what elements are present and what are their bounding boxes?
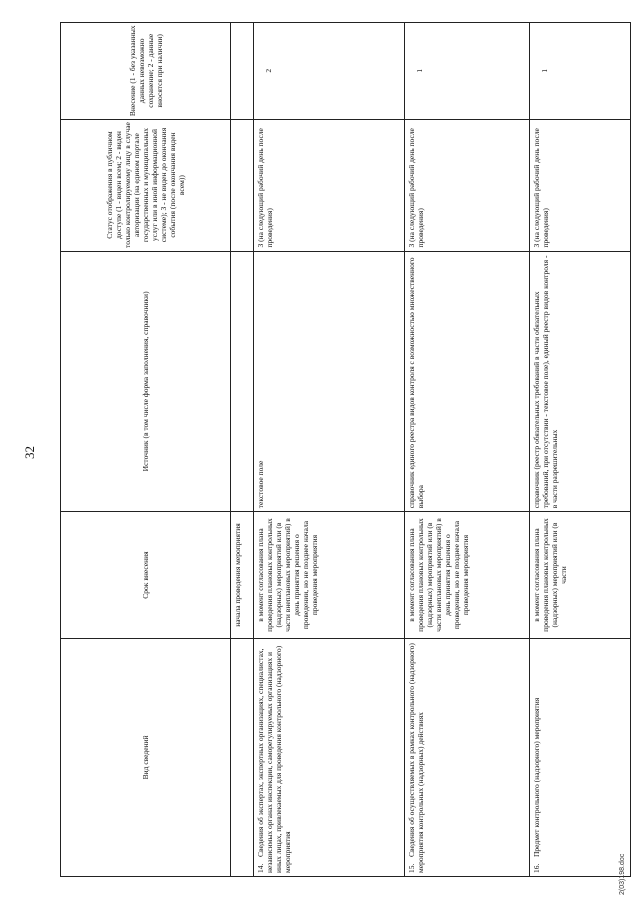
cell-status: 3 (на следующий рабочий день после проведения) xyxy=(405,119,530,251)
cell-empty xyxy=(231,119,254,251)
cell-source: справочник единого реестра видов контроля с возможностью множественного выбора xyxy=(405,251,530,512)
cell-entry: 2 xyxy=(254,23,405,120)
kind-text: Сведения об осуществляемых в рамках контрольного (надзорного) мероприятия контрольных (надзорных) действиях xyxy=(407,643,425,873)
kind-text: Сведения об экспертах, экспертных организациях, специалистах, независимых органах инспекции, саморегулируемых организациях и иных лицах, привлекаемых для проведения контрольного (надзорного) мероприятия xyxy=(256,645,292,873)
table-row xyxy=(405,23,530,877)
data-table xyxy=(60,22,631,877)
cell-source: текстовое поле xyxy=(254,251,405,512)
table-row xyxy=(530,23,631,877)
cell-empty xyxy=(231,638,254,876)
cell-kind xyxy=(254,638,405,876)
cell-term: начала проведения мероприятия xyxy=(231,512,254,639)
header-source: Источник (в том числе форма заполнения, справочники) xyxy=(61,251,231,512)
page-number: 32 xyxy=(22,446,37,459)
cell-entry: 1 xyxy=(405,23,530,120)
table-row-continuation xyxy=(231,23,254,877)
cell-kind xyxy=(405,638,530,876)
header-term: Срок внесения xyxy=(61,512,231,639)
cell-term: в момент согласования плана проведения плановых контрольных (надзорных) мероприятий или (в части xyxy=(530,512,631,639)
row-number: 14. xyxy=(256,863,265,873)
header-row xyxy=(61,23,231,877)
cell-status: 3 (на следующий рабочий день после проведения) xyxy=(254,119,405,251)
row-number: 15. xyxy=(407,863,416,873)
file-footer: 2(03)198.doc xyxy=(619,853,626,895)
cell-status: 3 (на следующий рабочий день после проведения) xyxy=(530,119,631,251)
cell-term: в момент согласования плана проведения плановых контрольных (надзорных) мероприятий или (в части внеплановых мероприятий) в день принятия решения о проведении, но не позднее начала проведения мероприятия xyxy=(405,512,530,639)
table-row xyxy=(254,23,405,877)
cell-empty xyxy=(231,251,254,512)
cell-term: в момент согласования плана проведения плановых контрольных (надзорных) мероприятий или (в части внеплановых мероприятий) в день принятия решения о проведении, но не позднее начала проведения мероприятия xyxy=(254,512,405,639)
header-status: Статус отображения в публичном доступе (1 - виден всем; 2 - виден только контролируемому лицу в случае авторизации (на едином портале государственных и муниципальных услуг или в иной информационной системе); 3 - не виден до окончания события (после окончания виден всем)) xyxy=(61,119,231,251)
cell-entry: 1 xyxy=(530,23,631,120)
cell-empty xyxy=(231,23,254,120)
cell-kind xyxy=(530,638,631,876)
row-number: 16. xyxy=(532,863,541,873)
header-entry: Внесение (1 - без указанных данных невозможно сохранение; 2 - данные вносятся при наличии) xyxy=(61,23,231,120)
cell-source: справочник (реестр обязательных требований в части обязательных требований, при отсутствии - текстовое поле), единый реестр видов контроля - в части разрешительных xyxy=(530,251,631,512)
kind-text: Предмет контрольного (надзорного) мероприятия xyxy=(532,697,541,857)
header-kind: Вид сведений xyxy=(61,638,231,876)
